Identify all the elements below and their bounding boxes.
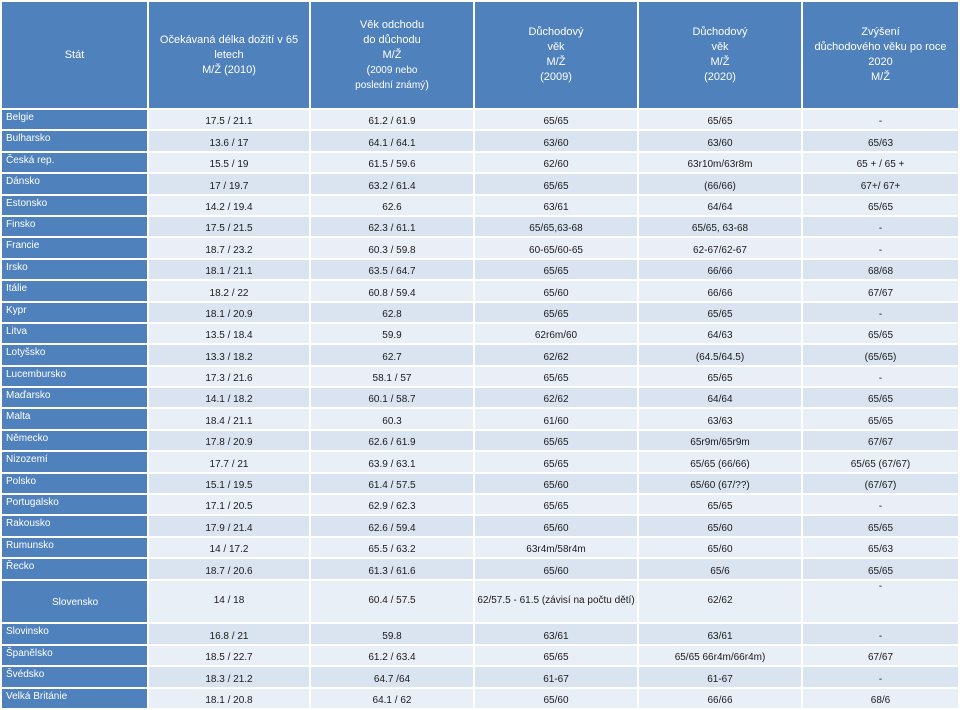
table-row: [2, 238, 958, 257]
table-row: [2, 303, 958, 322]
increase-cell: (65/65): [803, 345, 958, 364]
life-expectancy-cell: 13.3 / 18.2: [149, 345, 309, 364]
pension-age-2009-cell: 63/61: [475, 624, 637, 643]
table-row: [2, 260, 958, 279]
increase-cell: -: [803, 495, 958, 514]
header-pension-age-2009: Důchodový věk M/Ž (2009): [475, 2, 637, 108]
increase-cell: 68/68: [803, 260, 958, 279]
country-cell: Portugalsko: [2, 495, 147, 514]
pension-age-2009-cell: 65/65: [475, 452, 637, 471]
table-row: [2, 646, 958, 665]
life-expectancy-cell: 17.1 / 20.5: [149, 495, 309, 514]
life-expectancy-cell: 14 / 18: [149, 581, 309, 623]
table-row: [2, 324, 958, 343]
pension-age-2009-cell: 62/60: [475, 153, 637, 172]
exit-age-cell: 59.8: [311, 624, 473, 643]
pension-age-2009-cell: 65/65: [475, 303, 637, 322]
table-row: [2, 131, 958, 150]
country-cell: Kypr: [2, 303, 147, 322]
table-row: [2, 345, 958, 364]
country-cell: Polsko: [2, 474, 147, 493]
country-cell: Finsko: [2, 217, 147, 236]
country-cell: Velká Británie: [2, 689, 147, 708]
pension-age-2009-cell: 65/65: [475, 646, 637, 665]
exit-age-cell: 63.9 / 63.1: [311, 452, 473, 471]
pension-age-2009-cell: 65/60: [475, 281, 637, 300]
pension-age-2009-cell: 65/65: [475, 431, 637, 450]
increase-cell: -: [803, 217, 958, 236]
country-cell: Bulharsko: [2, 131, 147, 150]
exit-age-cell: 60.3: [311, 409, 473, 428]
country-cell: Česká rep.: [2, 153, 147, 172]
life-expectancy-cell: 17.5 / 21.5: [149, 217, 309, 236]
table-row: [2, 110, 958, 129]
table-row: [2, 431, 958, 450]
table-row: [2, 689, 958, 708]
pension-age-2020-cell: 63/60: [639, 131, 801, 150]
pension-age-2020-cell: 65/6: [639, 559, 801, 578]
exit-age-cell: 62.3 / 61.1: [311, 217, 473, 236]
pension-age-2009-cell: 65/65: [475, 495, 637, 514]
table-row: [2, 559, 958, 578]
pension-age-2009-cell: 63/60: [475, 131, 637, 150]
header-country: Stát: [2, 2, 147, 108]
header-pension-age-2020: Důchodový věk M/Ž (2020): [639, 2, 801, 108]
table-row: [2, 388, 958, 407]
increase-cell: 65/65: [803, 409, 958, 428]
increase-cell: 65 + / 65 +: [803, 153, 958, 172]
pension-age-2020-cell: 65/65: [639, 303, 801, 322]
pension-age-2020-cell: 63/63: [639, 409, 801, 428]
table-row: [2, 196, 958, 215]
life-expectancy-cell: 17.9 / 21.4: [149, 516, 309, 535]
exit-age-cell: 60.8 / 59.4: [311, 281, 473, 300]
header-row: [2, 2, 958, 108]
exit-age-cell: 60.3 / 59.8: [311, 238, 473, 257]
pension-age-2009-cell: 65/65: [475, 174, 637, 193]
pension-age-2009-cell: 65/60: [475, 474, 637, 493]
increase-cell: -: [803, 238, 958, 257]
life-expectancy-cell: 18.1 / 21.1: [149, 260, 309, 279]
header-increase-after-2020: Zvýšení důchodového věku po roce 2020 M/Ž: [803, 2, 958, 108]
table-row: [2, 495, 958, 514]
table-row: [2, 281, 958, 300]
life-expectancy-cell: 17.3 / 21.6: [149, 367, 309, 386]
pension-age-2020-cell: 64/64: [639, 388, 801, 407]
exit-age-cell: 65.5 / 63.2: [311, 538, 473, 557]
country-cell: Slovinsko: [2, 624, 147, 643]
exit-age-cell: 62.9 / 62.3: [311, 495, 473, 514]
country-cell: Malta: [2, 409, 147, 428]
life-expectancy-cell: 14 / 17.2: [149, 538, 309, 557]
increase-cell: 65/65: [803, 559, 958, 578]
pension-age-2020-cell: 62-67/62-67: [639, 238, 801, 257]
pension-age-2020-cell: 64/64: [639, 196, 801, 215]
country-cell: Maďarsko: [2, 388, 147, 407]
life-expectancy-cell: 18.1 / 20.8: [149, 689, 309, 708]
exit-age-cell: 64.7 /64: [311, 667, 473, 686]
pension-age-2009-cell: 62r6m/60: [475, 324, 637, 343]
country-cell: Lotyšsko: [2, 345, 147, 364]
pension-age-2009-cell: 65/65,63-68: [475, 217, 637, 236]
table-row: [2, 452, 958, 471]
pension-age-2020-cell: 65r9m/65r9m: [639, 431, 801, 450]
exit-age-cell: 62.7: [311, 345, 473, 364]
increase-cell: (67/67): [803, 474, 958, 493]
pension-age-2020-cell: (64.5/64.5): [639, 345, 801, 364]
exit-age-cell: 62.6 / 59.4: [311, 516, 473, 535]
increase-cell: 67/67: [803, 281, 958, 300]
country-cell: Lucembursko: [2, 367, 147, 386]
table-row: [2, 624, 958, 643]
country-cell: Německo: [2, 431, 147, 450]
pension-age-2009-cell: 63r4m/58r4m: [475, 538, 637, 557]
pension-age-2020-cell: 65/65: [639, 367, 801, 386]
pension-age-2020-cell: (66/66): [639, 174, 801, 193]
increase-cell: 65/65: [803, 516, 958, 535]
exit-age-cell: 62.6 / 61.9: [311, 431, 473, 450]
table-body: [2, 110, 958, 708]
life-expectancy-cell: 18.1 / 20.9: [149, 303, 309, 322]
increase-cell: 67+/ 67+: [803, 174, 958, 193]
increase-cell: 65/65: [803, 388, 958, 407]
exit-age-cell: 60.1 / 58.7: [311, 388, 473, 407]
increase-cell: 67/67: [803, 646, 958, 665]
table-row: [2, 581, 958, 623]
table-row: [2, 153, 958, 172]
pension-age-2009-cell: 62/57.5 - 61.5 (závisí na počtu dětí): [475, 581, 637, 623]
pension-age-2009-cell: 65/65: [475, 367, 637, 386]
country-cell: Rakousko: [2, 516, 147, 535]
life-expectancy-cell: 15.5 / 19: [149, 153, 309, 172]
country-cell: Estonsko: [2, 196, 147, 215]
life-expectancy-cell: 14.2 / 19.4: [149, 196, 309, 215]
exit-age-cell: 61.3 / 61.6: [311, 559, 473, 578]
increase-cell: -: [803, 624, 958, 643]
pension-age-2020-cell: 66/66: [639, 689, 801, 708]
country-cell: Itálie: [2, 281, 147, 300]
increase-cell: 68/6: [803, 689, 958, 708]
table-row: [2, 367, 958, 386]
exit-age-cell: 62.8: [311, 303, 473, 322]
pension-age-2009-cell: 65/60: [475, 689, 637, 708]
exit-age-cell: 63.5 / 64.7: [311, 260, 473, 279]
country-cell: Řecko: [2, 559, 147, 578]
table-row: [2, 217, 958, 236]
pension-age-2009-cell: 61-67: [475, 667, 637, 686]
pension-age-2020-cell: 64/63: [639, 324, 801, 343]
life-expectancy-cell: 13.5 / 18.4: [149, 324, 309, 343]
country-cell: Slovensko: [2, 581, 147, 623]
exit-age-cell: 58.1 / 57: [311, 367, 473, 386]
header-exit-age: Věk odchodu do důchodu M/Ž (2009 nebo poslední známý): [311, 2, 473, 108]
life-expectancy-cell: 18.4 / 21.1: [149, 409, 309, 428]
life-expectancy-cell: 18.7 / 23.2: [149, 238, 309, 257]
increase-cell: 67/67: [803, 431, 958, 450]
pension-age-2009-cell: 63/61: [475, 196, 637, 215]
pension-age-2020-cell: 65/65, 63-68: [639, 217, 801, 236]
header-life-expectancy: Očekávaná délka dožití v 65 letech M/Ž (2010): [149, 2, 309, 108]
exit-age-cell: 61.4 / 57.5: [311, 474, 473, 493]
life-expectancy-cell: 13.6 / 17: [149, 131, 309, 150]
pension-age-2020-cell: 63r10m/63r8m: [639, 153, 801, 172]
pension-age-2020-cell: 62/62: [639, 581, 801, 623]
pension-age-2020-cell: 66/66: [639, 260, 801, 279]
pension-age-2009-cell: 65/65: [475, 260, 637, 279]
life-expectancy-cell: 15.1 / 19.5: [149, 474, 309, 493]
pension-age-2020-cell: 65/65: [639, 495, 801, 514]
country-cell: Litva: [2, 324, 147, 343]
life-expectancy-cell: 18.7 / 20.6: [149, 559, 309, 578]
pension-age-2020-cell: 63/61: [639, 624, 801, 643]
pension-age-2009-cell: 65/60: [475, 559, 637, 578]
pension-age-2020-cell: 65/65: [639, 110, 801, 129]
pension-age-2009-cell: 65/65: [475, 110, 637, 129]
country-cell: Francie: [2, 238, 147, 257]
pension-age-2020-cell: 65/65 66r4m/66r4m): [639, 646, 801, 665]
country-cell: Rumunsko: [2, 538, 147, 557]
pension-age-2009-cell: 60-65/60-65: [475, 238, 637, 257]
country-cell: Dánsko: [2, 174, 147, 193]
country-cell: Belgie: [2, 110, 147, 129]
increase-cell: 65/65 (67/67): [803, 452, 958, 471]
table-row: [2, 474, 958, 493]
pension-age-2020-cell: 65/65 (66/66): [639, 452, 801, 471]
life-expectancy-cell: 17.7 / 21: [149, 452, 309, 471]
pension-age-2020-cell: 66/66: [639, 281, 801, 300]
increase-cell: 65/63: [803, 131, 958, 150]
table-row: [2, 667, 958, 686]
life-expectancy-cell: 18.2 / 22: [149, 281, 309, 300]
table-row: [2, 538, 958, 557]
exit-age-cell: 64.1 / 64.1: [311, 131, 473, 150]
pension-age-2020-cell: 65/60: [639, 538, 801, 557]
pension-age-2020-cell: 65/60: [639, 516, 801, 535]
pension-age-2009-cell: 62/62: [475, 345, 637, 364]
life-expectancy-cell: 18.5 / 22.7: [149, 646, 309, 665]
exit-age-cell: 61.2 / 63.4: [311, 646, 473, 665]
exit-age-cell: 61.5 / 59.6: [311, 153, 473, 172]
country-cell: Irsko: [2, 260, 147, 279]
pension-age-2009-cell: 61/60: [475, 409, 637, 428]
life-expectancy-cell: 18.3 / 21.2: [149, 667, 309, 686]
table-row: [2, 174, 958, 193]
pension-age-2009-cell: 65/60: [475, 516, 637, 535]
increase-cell: 65/65: [803, 196, 958, 215]
increase-cell: 65/65: [803, 324, 958, 343]
exit-age-cell: 63.2 / 61.4: [311, 174, 473, 193]
pension-age-2009-cell: 62/62: [475, 388, 637, 407]
table-row: [2, 409, 958, 428]
country-cell: Švédsko: [2, 667, 147, 686]
exit-age-cell: 61.2 / 61.9: [311, 110, 473, 129]
country-cell: Nizozemí: [2, 452, 147, 471]
table-row: [2, 516, 958, 535]
exit-age-cell: 59.9: [311, 324, 473, 343]
life-expectancy-cell: 14.1 / 18.2: [149, 388, 309, 407]
increase-cell: -: [803, 110, 958, 129]
exit-age-cell: 64.1 / 62: [311, 689, 473, 708]
increase-cell: -: [803, 667, 958, 686]
life-expectancy-cell: 17 / 19.7: [149, 174, 309, 193]
increase-cell: 65/63: [803, 538, 958, 557]
exit-age-cell: 60.4 / 57.5: [311, 581, 473, 623]
life-expectancy-cell: 17.8 / 20.9: [149, 431, 309, 450]
life-expectancy-cell: 17.5 / 21.1: [149, 110, 309, 129]
exit-age-cell: 62.6: [311, 196, 473, 215]
increase-cell: -: [803, 303, 958, 322]
life-expectancy-cell: 16.8 / 21: [149, 624, 309, 643]
pension-age-2020-cell: 65/60 (67/??): [639, 474, 801, 493]
pension-age-2020-cell: 61-67: [639, 667, 801, 686]
country-cell: Španělsko: [2, 646, 147, 665]
increase-cell: -: [803, 581, 958, 623]
increase-cell: -: [803, 367, 958, 386]
